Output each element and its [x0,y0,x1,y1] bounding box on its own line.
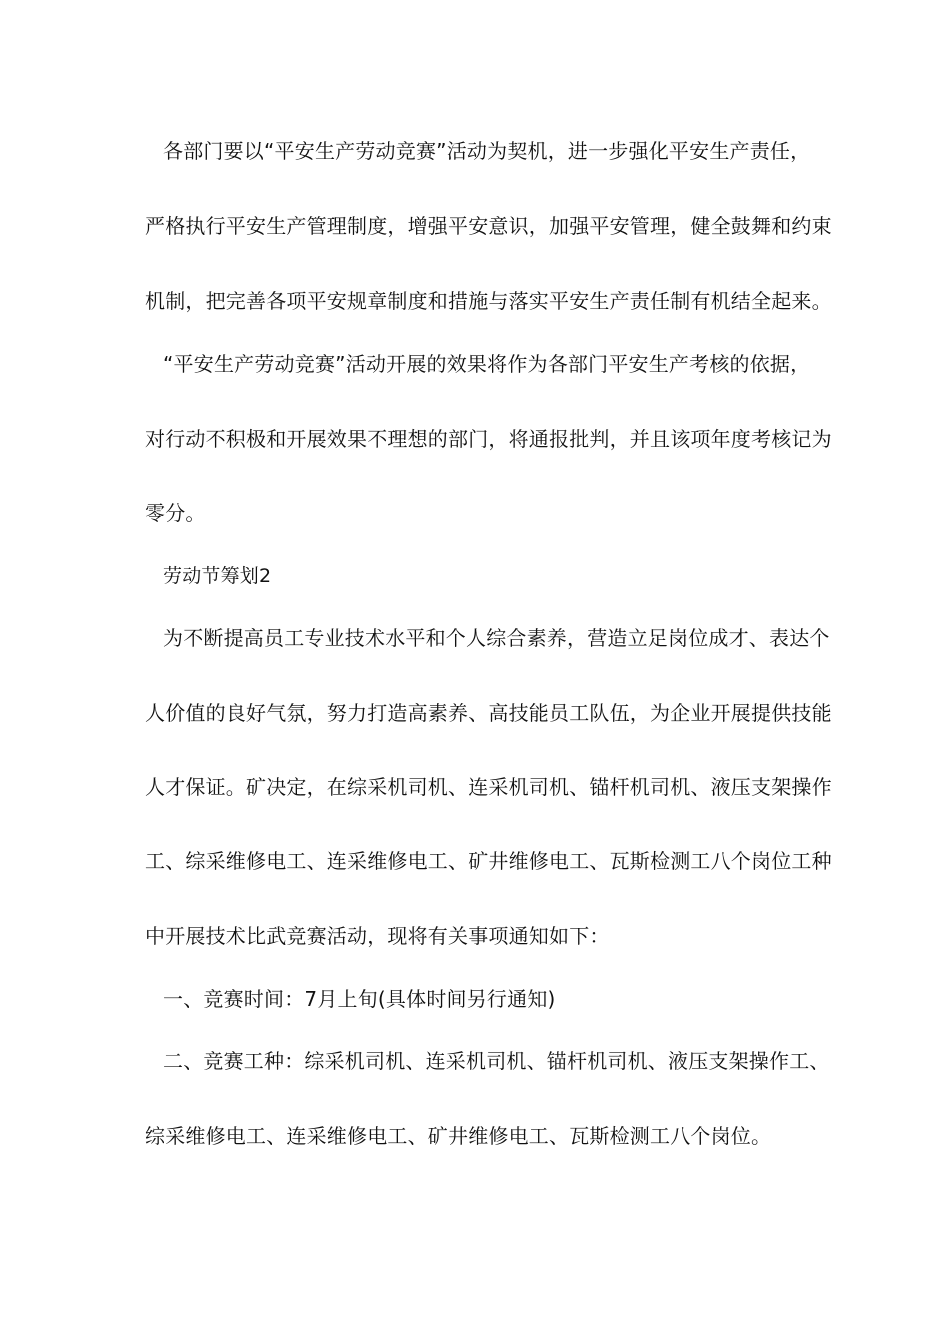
list-item: 二、竞赛工种：综采机司机、连采机司机、锚杆机司机、液压支架操作工、 [163,1049,830,1073]
paragraph-line: 为不断提高员工专业技术水平和个人综合素养，营造立足岗位成才、表达个 [163,626,830,650]
list-item: 一、竞赛时间：7月上旬(具体时间另行通知) [163,987,556,1011]
paragraph-line: 严格执行平安生产管理制度，增强平安意识，加强平安管理，健全鼓舞和约束 [145,214,832,238]
paragraph-line: 工、综采维修电工、连采维修电工、矿井维修电工、瓦斯检测工八个岗位工种 [145,849,832,873]
paragraph-line: 综采维修电工、连采维修电工、矿井维修电工、瓦斯检测工八个岗位。 [145,1124,772,1148]
paragraph-line: 人价值的良好气氛，努力打造高素养、高技能员工队伍，为企业开展提供技能 [145,701,832,725]
paragraph-line: 机制，把完善各项平安规章制度和措施与落实平安生产责任制有机结全起来。 [145,289,832,313]
paragraph-line: 各部门要以“平安生产劳动竞赛”活动为契机，进一步强化平安生产责任， [163,139,811,163]
paragraph-line: 中开展技术比武竞赛活动，现将有关事项通知如下： [145,924,610,948]
paragraph-line: 人才保证。矿决定，在综采机司机、连采机司机、锚杆机司机、液压支架操作 [145,775,832,799]
section-heading: 劳动节筹划2 [163,565,272,587]
paragraph-line: 零分。 [145,501,206,525]
paragraph-line: 对行动不积极和开展效果不理想的部门，将通报批判，并且该项年度考核记为 [145,427,832,451]
paragraph-line: “平安生产劳动竞赛”活动开展的效果将作为各部门平安生产考核的依据， [163,352,811,376]
